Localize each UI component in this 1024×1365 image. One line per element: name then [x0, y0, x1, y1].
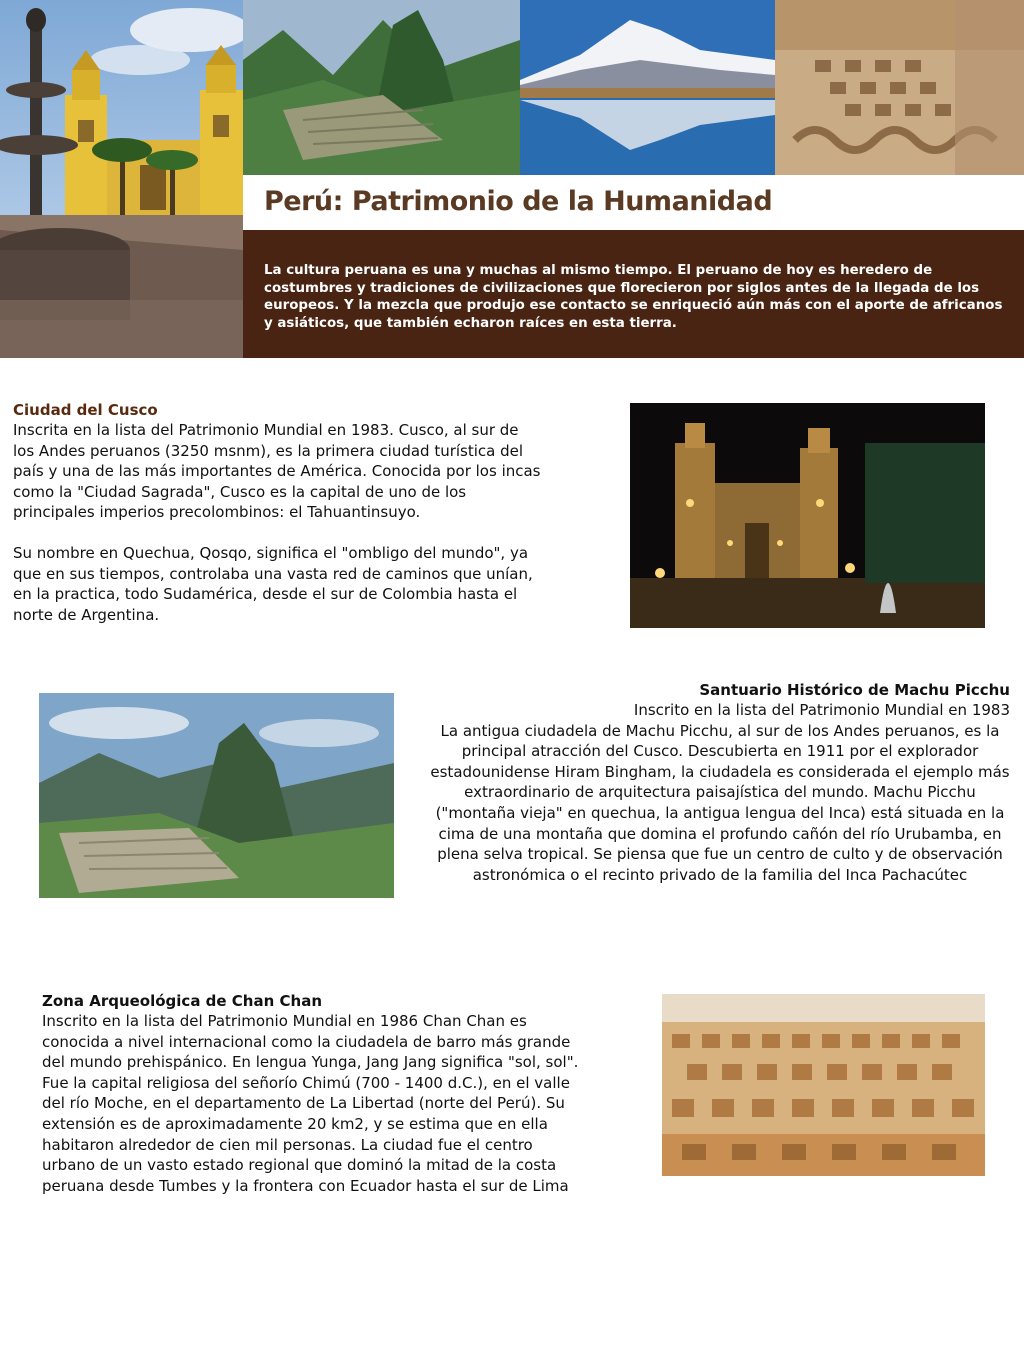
cusco-paragraph-2: Su nombre en Quechua, Qosqo, significa el "ombligo del mundo", ya que en sus tiempos, controlaba una vasta red de caminos que unían, en la practica, todo Sudamérica, desde el sur de Colombia hasta el norte de Argentina.: [13, 543, 533, 624]
cusco-section: [13, 400, 543, 625]
chan-chan-title: Zona Arqueológica de Chan Chan: [42, 992, 322, 1010]
cusco-night-photo: [630, 403, 985, 628]
machu-picchu-paragraph-2: La antigua ciudadela de Machu Picchu, al sur de los Andes peruanos, es la principal atracción del Cusco. Descubierta en 1911 por el explorador estadounidense Hiram Bingham, la ciudadela es considerada el ejemplo más extraordinario de arquitectura paisajística del mundo. Machu Picchu ("montaña vieja" en quechua, la antigua lengua del Inca) está situada en la cima de una montaña que domina el profundo cañón del río Urubamba, en plena selva tropical. Se piensa que fue un centro de culto y de observación astronómica o el recinto privado de la familia del Inca Pachacútec: [430, 721, 1010, 884]
chan-chan-photo: [662, 994, 985, 1176]
machu-picchu-title: Santuario Histórico de Machu Picchu: [699, 681, 1010, 699]
machu-picchu-paragraph-1: Inscrito en la lista del Patrimonio Mundial en 1983: [633, 701, 1010, 719]
lima-cathedral-photo: [0, 0, 243, 358]
machu-picchu-banner-photo: [243, 0, 520, 175]
machu-picchu-photo: [39, 693, 394, 898]
banner-description: La cultura peruana es una y muchas al mismo tiempo. El peruano de hoy es heredero de costumbres y tradiciones de civilizaciones que florecieron por siglos antes de la llegada de los europeos. Y la mezcla que produjo ese contacto se enriqueció aún más con el aporte de africanos y asiáticos, que también echaron raíces en esta tierra.: [264, 263, 1003, 331]
chan-chan-section: [42, 991, 590, 1196]
cusco-title: Ciudad del Cusco: [13, 401, 158, 419]
header-banner: [0, 0, 1024, 358]
machu-picchu-section: [430, 680, 1010, 885]
chan-chan-banner-photo: [775, 0, 1024, 175]
cusco-paragraph-1: Inscrita en la lista del Patrimonio Mundial en 1983. Cusco, al sur de los Andes peruanos (3250 msnm), es la primera ciudad turística del país y una de las más importantes de América. Conocida por los incas como la "Ciudad Sagrada", Cusco es la capital de uno de los principales imperios precolombinos: el Tahuantinsuyo.: [13, 421, 541, 522]
andes-lake-photo: [520, 0, 775, 175]
banner-title: Perú: Patrimonio de la Humanidad: [264, 186, 773, 217]
chan-chan-paragraph-1: Inscrito en la lista del Patrimonio Mundial en 1986 Chan Chan es conocida a nivel internacional como la ciudadela de barro más grande del mundo prehispánico. En lengua Yunga, Jang Jang significa "sol, sol". Fue la capital religiosa del señorío Chimú (700 - 1400 d.C.), en el valle del río Moche, en el departamento de La Libertad (norte del Perú). Su extensión es de aproximadamente 20 km2, y se estima que en ella habitaron alrededor de cien mil personas. La ciudad fue el centro urbano de un vasto estado regional que dominó la mitad de la costa peruana desde Tumbes y la frontera con Ecuador hasta el sur de Lima: [42, 1012, 579, 1195]
